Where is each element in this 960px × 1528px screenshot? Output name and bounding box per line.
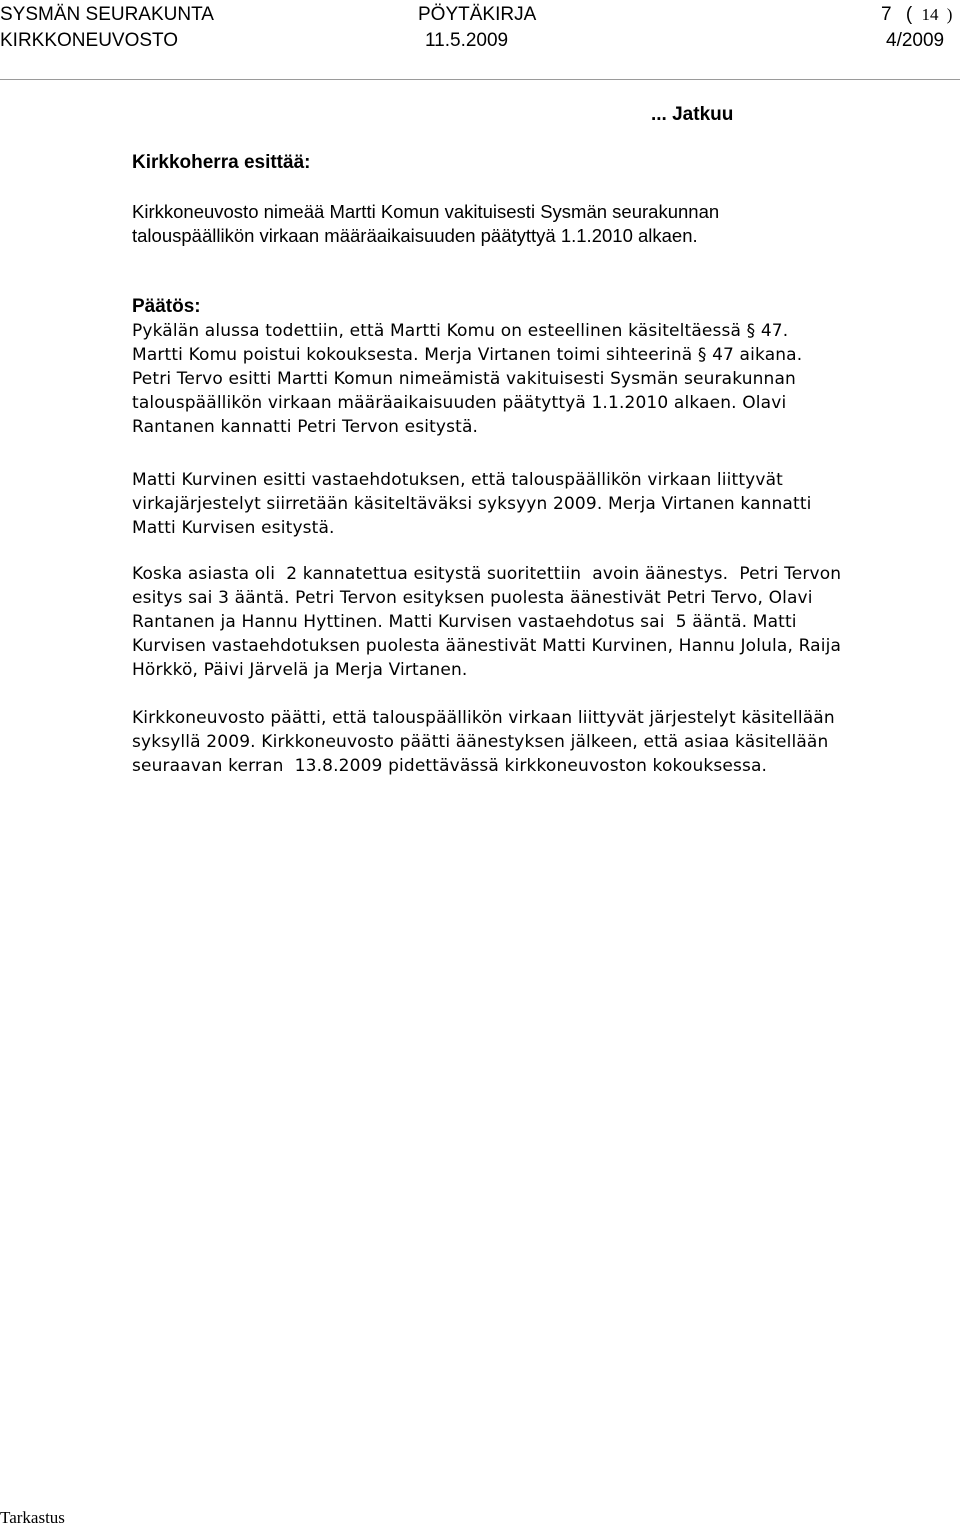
proposal-heading: Kirkkoherra esittää: <box>132 152 311 173</box>
paragraph-line: virkajärjestelyt siirretään käsiteltäväksi syksyyn 2009. Merja Virtanen kannatti <box>132 494 812 514</box>
paragraph-line: Hörkkö, Päivi Järvelä ja Merja Virtanen. <box>132 660 468 680</box>
header-divider <box>0 79 960 80</box>
paragraph-line: esitys sai 3 ääntä. Petri Tervon esityksen puolesta äänestivät Petri Tervo, Olavi <box>132 588 813 608</box>
paragraph-line: talouspäällikön virkaan määräaikaisuuden päätyttyä 1.1.2010 alkaen. Olavi <box>132 393 787 413</box>
decision-paragraph-4 <box>132 706 960 778</box>
paragraph-line: Koska asiasta oli 2 kannatettua esitystä suoritettiin avoin äänestys. Petri Tervon <box>132 564 842 584</box>
paragraph-line: Kurvisen vastaehdotuksen puolesta äänestivät Matti Kurvinen, Hannu Jolula, Raija <box>132 636 842 656</box>
continuation-marker: ... Jatkuu <box>651 104 734 125</box>
paragraph-line: seuraavan kerran 13.8.2009 pidettävässä kirkkoneuvoston kokouksessa. <box>132 756 768 776</box>
paragraph-line: Rantanen kannatti Petri Tervon esitystä. <box>132 417 479 437</box>
organization-name: SYSMÄN SEURAKUNTA <box>0 4 214 25</box>
decision-paragraph-3 <box>132 562 960 682</box>
proposal-line: talouspäällikön virkaan määräaikaisuuden päätyttyä 1.1.2010 alkaen. <box>132 225 698 246</box>
paragraph-line: Pykälän alussa todettiin, että Martti Komu on esteellinen käsiteltäessä § 47. <box>132 321 789 341</box>
paragraph-line: Rantanen ja Hannu Hyttinen. Matti Kurvisen vastaehdotus sai 5 ääntä. Matti <box>132 612 797 632</box>
page-current: 7 <box>881 4 892 25</box>
decision-paragraph-2 <box>132 468 960 540</box>
paragraph-line: Martti Komu poistui kokouksesta. Merja Virtanen toimi sihteerinä § 47 aikana. <box>132 345 803 365</box>
footer-inspection-label: Tarkastus <box>0 1508 65 1527</box>
decision-paragraph-1 <box>132 319 960 439</box>
meeting-number: 4/2009 <box>886 30 945 51</box>
paragraph-line: syksyllä 2009. Kirkkoneuvosto päätti äänestyksen jälkeen, että asiaa käsitellään <box>132 732 829 752</box>
paragraph-line: Petri Tervo esitti Martti Komun nimeämistä vakituisesti Sysmän seurakunnan <box>132 369 796 389</box>
paragraph-line: Matti Kurvisen esitystä. <box>132 518 335 538</box>
body-name: KIRKKONEUVOSTO <box>0 30 179 51</box>
paragraph-line: Matti Kurvinen esitti vastaehdotuksen, että talouspäällikön virkaan liittyvät <box>132 470 783 490</box>
decision-heading: Päätös: <box>132 296 201 317</box>
proposal-line: Kirkkoneuvosto nimeää Martti Komun vakituisesti Sysmän seurakunnan <box>132 201 720 222</box>
proposal-text <box>132 200 960 248</box>
page-total: 14 <box>921 5 939 24</box>
page-indicator <box>881 4 952 26</box>
document-type: PÖYTÄKIRJA <box>418 4 537 25</box>
page-total-close-paren: ) <box>946 5 953 24</box>
meeting-date: 11.5.2009 <box>425 30 509 51</box>
paragraph-line: Kirkkoneuvosto päätti, että talouspäällikön virkaan liittyvät järjestelyt käsitellään <box>132 708 835 728</box>
page-total-open-paren: ( <box>905 4 913 25</box>
